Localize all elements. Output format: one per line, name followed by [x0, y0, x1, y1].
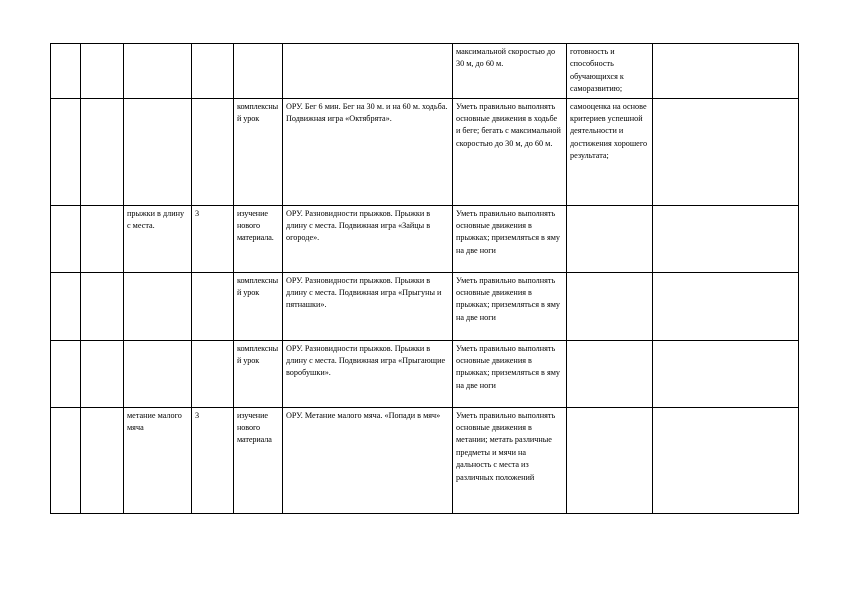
cell-notes [653, 205, 799, 272]
lesson-plan-table [50, 43, 799, 514]
cell-date [81, 98, 124, 205]
cell-subject-results: максимальной скоростью до 30 м, до 60 м. [453, 44, 567, 99]
cell-topic: метание малого мяча [124, 407, 192, 513]
cell-hours [192, 340, 234, 407]
cell-date [81, 272, 124, 340]
cell-notes [653, 98, 799, 205]
cell-lesson-type: изучение нового материала. [234, 205, 283, 272]
table-row [51, 407, 799, 513]
cell-date [81, 44, 124, 99]
cell-hours: 3 [192, 205, 234, 272]
cell-content: ОРУ. Разновидности прыжков. Прыжки в длину с места. Подвижная игра «Прыгуны и пятнашки». [283, 272, 453, 340]
cell-hours [192, 44, 234, 99]
cell-notes [653, 272, 799, 340]
cell-content [283, 44, 453, 99]
cell-personal-results [567, 340, 653, 407]
cell-subject-results: Уметь правильно выполнять основные движения в ходьбе и беге; бегать с максимальной скоростью до 30 м, до 60 м. [453, 98, 567, 205]
cell-personal-results [567, 407, 653, 513]
cell-number [51, 98, 81, 205]
cell-number [51, 205, 81, 272]
cell-lesson-type: комплексный урок [234, 272, 283, 340]
cell-lesson-type: комплексный урок [234, 340, 283, 407]
cell-lesson-type: комплексный урок [234, 98, 283, 205]
table-row [51, 44, 799, 99]
cell-notes [653, 407, 799, 513]
cell-content: ОРУ. Бег 6 мин. Бег на 30 м. и на 60 м. ходьба. Подвижная игра «Октябрята». [283, 98, 453, 205]
cell-date [81, 340, 124, 407]
cell-topic [124, 272, 192, 340]
cell-topic [124, 340, 192, 407]
cell-number [51, 272, 81, 340]
cell-notes [653, 44, 799, 99]
cell-personal-results [567, 205, 653, 272]
cell-notes [653, 340, 799, 407]
cell-content: ОРУ. Метание малого мяча. «Попади в мяч» [283, 407, 453, 513]
cell-topic: прыжки в длину с места. [124, 205, 192, 272]
cell-number [51, 44, 81, 99]
cell-subject-results: Уметь правильно выполнять основные движения в метании; метать различные предметы и мячи на дальность с места из различных положений [453, 407, 567, 513]
cell-lesson-type [234, 44, 283, 99]
cell-personal-results: готовность и способность обучающихся к саморазвитию; [567, 44, 653, 99]
cell-number [51, 340, 81, 407]
cell-personal-results [567, 272, 653, 340]
cell-number [51, 407, 81, 513]
cell-topic [124, 98, 192, 205]
cell-lesson-type: изучение нового материала [234, 407, 283, 513]
table-row [51, 272, 799, 340]
cell-hours: 3 [192, 407, 234, 513]
cell-content: ОРУ. Разновидности прыжков. Прыжки в длину с места. Подвижная игра «Прыгающие воробушки». [283, 340, 453, 407]
cell-date [81, 407, 124, 513]
cell-subject-results: Уметь правильно выполнять основные движения в прыжках; приземляться в яму на две ноги [453, 205, 567, 272]
cell-subject-results: Уметь правильно выполнять основные движения в прыжках; приземляться в яму на две ноги [453, 340, 567, 407]
cell-date [81, 205, 124, 272]
table-row [51, 205, 799, 272]
cell-topic [124, 44, 192, 99]
cell-hours [192, 272, 234, 340]
cell-personal-results: самооценка на основе критериев успешной деятельности и достижения хорошего результата; [567, 98, 653, 205]
cell-subject-results: Уметь правильно выполнять основные движения в прыжках; приземляться в яму на две ноги [453, 272, 567, 340]
cell-hours [192, 98, 234, 205]
table-row [51, 340, 799, 407]
table-row [51, 98, 799, 205]
cell-content: ОРУ. Разновидности прыжков. Прыжки в длину с места. Подвижная игра «Зайцы в огороде». [283, 205, 453, 272]
